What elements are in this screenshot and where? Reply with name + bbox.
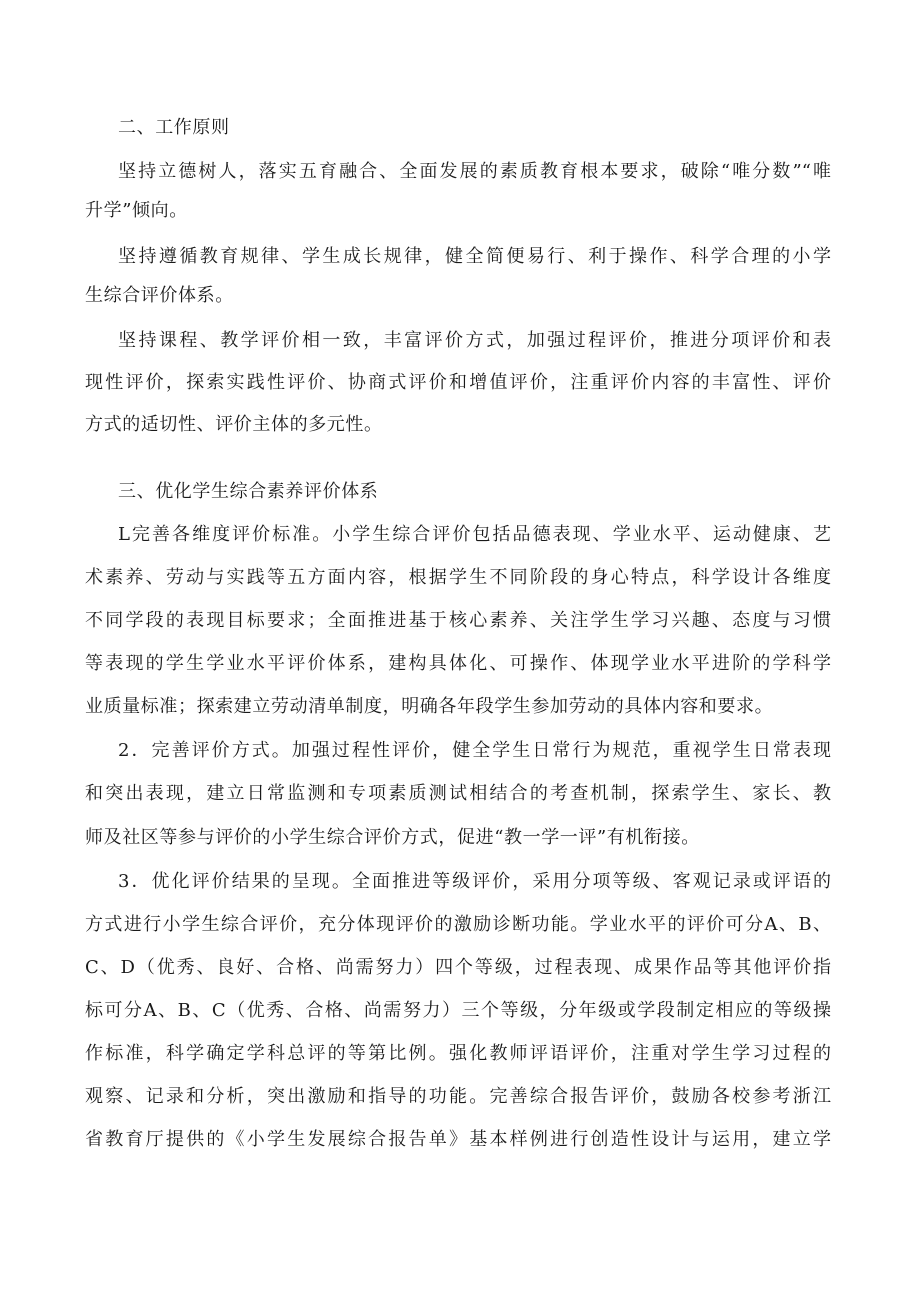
paragraph-line: 生综合评价体系。 bbox=[85, 285, 234, 306]
paragraph-line: 作标准，科学确定学科总评的等第比例。强化教师评语评价，注重对学生学习过程的 bbox=[85, 1043, 831, 1064]
paragraph-line: L完善各维度评价标准。小学生综合评价包括品德表现、学业水平、运动健康、艺 bbox=[118, 524, 831, 545]
paragraph-line: 省教育厅提供的《小学生发展综合报告单》基本样例进行创造性设计与运用，建立学 bbox=[85, 1129, 831, 1150]
paragraph-line: C、D（优秀、良好、合格、尚需努力）四个等级，过程表现、成果作品等其他评价指 bbox=[85, 957, 831, 978]
paragraph-line: 2．完善评价方式。加强过程性评价，健全学生日常行为规范，重视学生日常表现 bbox=[118, 740, 831, 761]
section-heading-principles: 二、工作原则 bbox=[118, 117, 230, 138]
paragraph-line: 标可分A、B、C（优秀、合格、尚需努力）三个等级，分年级或学段制定相应的等级操 bbox=[85, 1000, 831, 1021]
paragraph-line: 师及社区等参与评价的小学生综合评价方式，促进“教一学一评”有机衔接。 bbox=[85, 827, 700, 848]
paragraph-line: 不同学段的表现目标要求；全面推进基于核心素养、关注学生学习兴趣、态度与习惯 bbox=[85, 610, 831, 631]
paragraph-line: 坚持遵循教育规律、学生成长规律，健全简便易行、利于操作、科学合理的小学 bbox=[118, 246, 831, 267]
section-heading-evaluation-system: 三、优化学生综合素养评价体系 bbox=[118, 481, 379, 502]
paragraph-line: 和突出表现，建立日常监测和专项素质测试相结合的考查机制，探索学生、家长、教 bbox=[85, 783, 831, 804]
paragraph-line: 等表现的学生学业水平评价体系，建构具体化、可操作、体现学业水平进阶的学科学 bbox=[85, 653, 831, 674]
paragraph-line: 观察、记录和分析，突出激励和指导的功能。完善综合报告评价，鼓励各校参考浙江 bbox=[85, 1086, 831, 1107]
paragraph-line: 术素养、劳动与实践等五方面内容，根据学生不同阶段的身心特点，科学设计各维度 bbox=[85, 567, 831, 588]
paragraph-line: 坚持立德树人，落实五育融合、全面发展的素质教育根本要求，破除“唯分数”“唯 bbox=[118, 161, 831, 182]
paragraph-line: 方式的适切性、评价主体的多元性。 bbox=[85, 414, 383, 435]
paragraph-line: 坚持课程、教学评价相一致，丰富评价方式，加强过程评价，推进分项评价和表 bbox=[118, 330, 831, 351]
paragraph-line: 现性评价，探索实践性评价、协商式评价和增值评价，注重评价内容的丰富性、评价 bbox=[85, 372, 831, 393]
paragraph-line: 3．优化评价结果的呈现。全面推进等级评价，采用分项等级、客观记录或评语的 bbox=[118, 871, 831, 892]
paragraph-line: 升学”倾向。 bbox=[85, 200, 188, 221]
paragraph-line: 业质量标准；探索建立劳动清单制度，明确各年段学生参加劳动的具体内容和要求。 bbox=[85, 696, 774, 717]
paragraph-line: 方式进行小学生综合评价，充分体现评价的激励诊断功能。学业水平的评价可分A、B、 bbox=[85, 914, 831, 935]
